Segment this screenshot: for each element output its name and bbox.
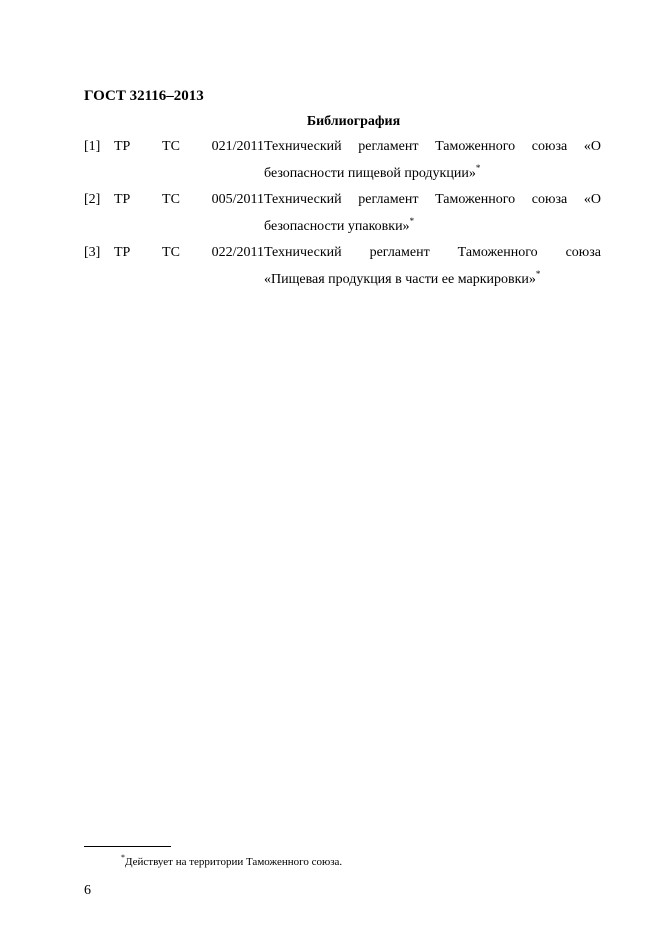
footnote-divider xyxy=(84,846,171,847)
footnote-reference: * xyxy=(535,269,541,279)
entry-description xyxy=(264,239,601,293)
entry-description-line: Технический регламент Таможенного союза xyxy=(264,245,601,260)
bibliography-title: Библиография xyxy=(306,114,401,129)
bibliography-entry xyxy=(84,189,601,242)
page-number: 6 xyxy=(84,883,91,898)
footnote-text: Действует на территории Таможенного союза. xyxy=(125,856,343,868)
entry-description-line: Технический регламент Таможенного союза «О xyxy=(264,139,601,154)
footnote-mark: * xyxy=(121,853,125,862)
entry-description xyxy=(264,186,601,240)
bibliography-entry xyxy=(84,136,601,189)
entry-description-text: безопасности упаковки» xyxy=(264,219,410,234)
entry-number: [3] xyxy=(84,245,101,260)
entry-description-line xyxy=(264,160,601,187)
entry-description-line: Технический регламент Таможенного союза «О xyxy=(264,192,601,207)
entry-number: [2] xyxy=(84,192,101,207)
footnote xyxy=(121,855,342,869)
entry-description-text: безопасности пищевой продукции» xyxy=(264,166,476,181)
footnote-reference: * xyxy=(409,216,415,226)
entry-description-line xyxy=(264,213,601,240)
entry-description xyxy=(264,133,601,187)
entry-code: ТР ТС 005/2011 xyxy=(114,192,264,207)
document-code: ГОСТ 32116–2013 xyxy=(84,88,204,104)
entry-code: ТР ТС 021/2011 xyxy=(114,139,264,154)
entry-description-line xyxy=(264,266,601,293)
entry-code: ТР ТС 022/2011 xyxy=(114,245,264,260)
entry-number: [1] xyxy=(84,139,101,154)
footnote-reference: * xyxy=(475,163,481,173)
bibliography-entry xyxy=(84,242,601,295)
bibliography-list xyxy=(84,136,601,295)
entry-description-text: «Пищевая продукция в части ее маркировки» xyxy=(264,272,536,287)
